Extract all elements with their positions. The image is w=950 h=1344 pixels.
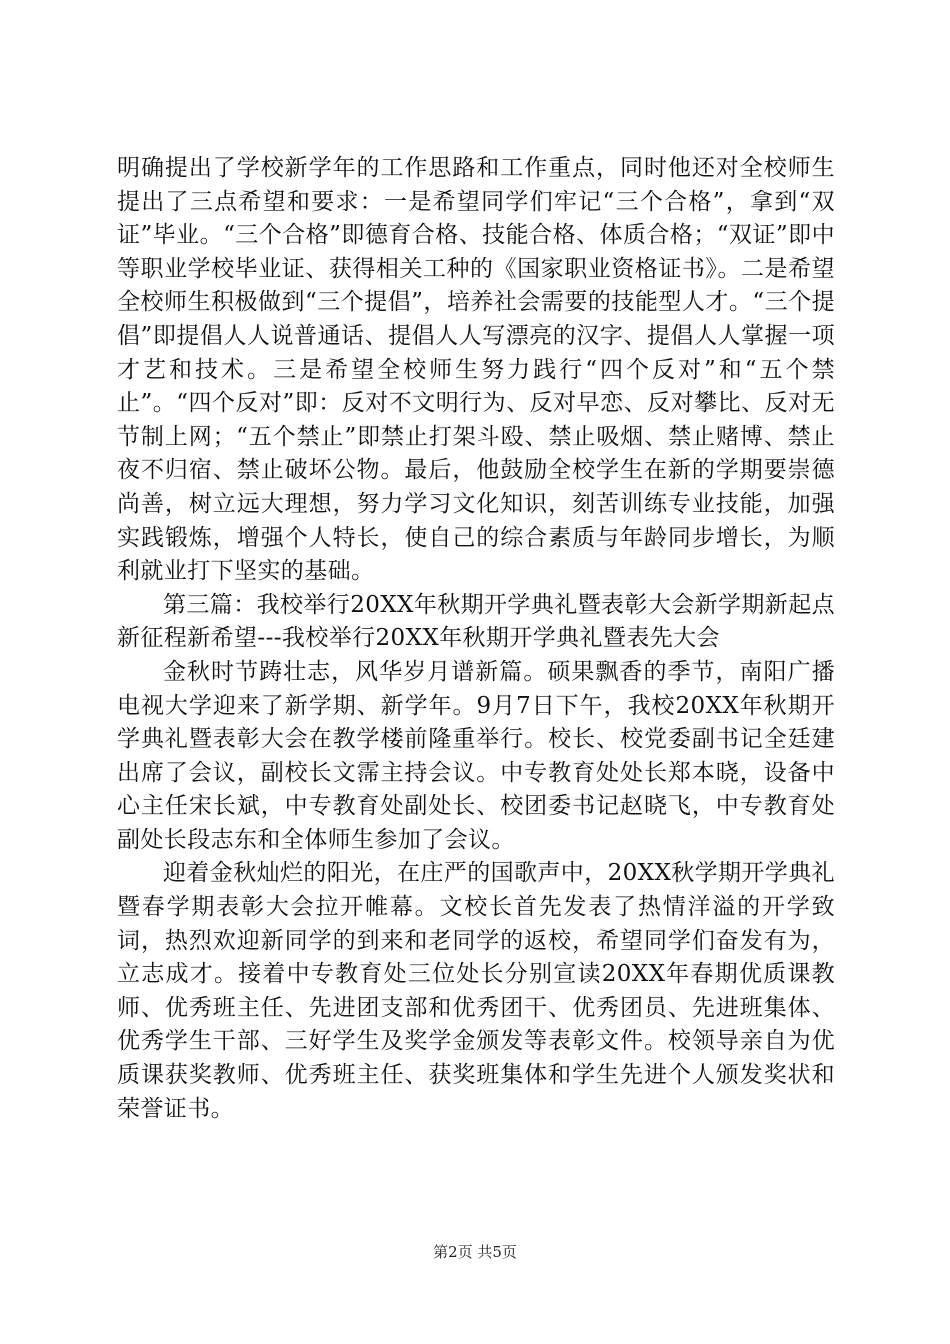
body-paragraph-2: 金秋时节踌壮志，风华岁月谱新篇。硕果飘香的季节，南阳广播电视大学迎来了新学期、新学年。9月7日下午，我校20XX年秋期开学典礼暨表彰大会在教学楼前隆重举行。校长、校党委副书记全廷建出席了会议，副校长文霈主持会议。中专教育处处长郑本晓，设备中心主任宋长斌，中专教育处副处长、校团委书记赵晓飞，中专教育处副处长段志东和全体师生参加了会议。 (117, 658, 835, 853)
document-page (117, 152, 835, 1126)
section-heading: 第三篇：我校举行20XX年秋期开学典礼暨表彰大会新学期新起点新征程新希望---我校举行20XX年秋期开学典礼暨表先大会 (117, 591, 836, 652)
page-footer: 第2页 共5页 (433, 1243, 517, 1261)
body-paragraph-3: 迎着金秋灿烂的阳光，在庄严的国歌声中，20XX秋学期开学典礼暨春学期表彰大会拉开帷幕。文校长首先发表了热情洋溢的开学致词，热烈欢迎新同学的到来和老同学的返校，希望同学们奋发有为，立志成才。接着中专教育处三位处长分别宣读20XX年春期优质课教师、优秀班主任、先进团支部和优秀团干、优秀团员、先进班集体、优秀学生干部、三好学生及奖学金颁发等表彰文件。校领导亲自为优质课获奖教师、优秀班主任、获奖班集体和学生先进个人颁发奖状和荣誉证书。 (117, 860, 836, 1122)
body-paragraph-1: 明确提出了学校新学年的工作思路和工作重点，同时他还对全校师生提出了三点希望和要求：一是希望同学们牢记“三个合格”，拿到“双证”毕业。“三个合格”即德育合格、技能合格、体质合格；“双证”即中等职业学校毕业证、获得相关工种的《国家职业资格证书》。二是希望全校师生积极做到“三个提倡”，培养社会需要的技能型人才。“三个提倡”即提倡人人说普通话、提倡人人写漂亮的汉字、提倡人人掌握一项才艺和技术。三是希望全校师生努力践行“四个反对”和“五个禁止”。“四个反对”即：反对不文明行为、反对早恋、反对攀比、反对无节制上网；“五个禁止”即禁止打架斗殴、禁止吸烟、禁止赌博、禁止夜不归宿、禁止破坏公物。最后，他鼓励全校学生在新的学期要崇德尚善，树立远大理想，努力学习文化知识，刻苦训练专业技能，加强实践锻炼，增强个人特长，使自己的综合素质与年龄同步增长，为顺利就业打下坚实的基础。 (117, 155, 835, 585)
